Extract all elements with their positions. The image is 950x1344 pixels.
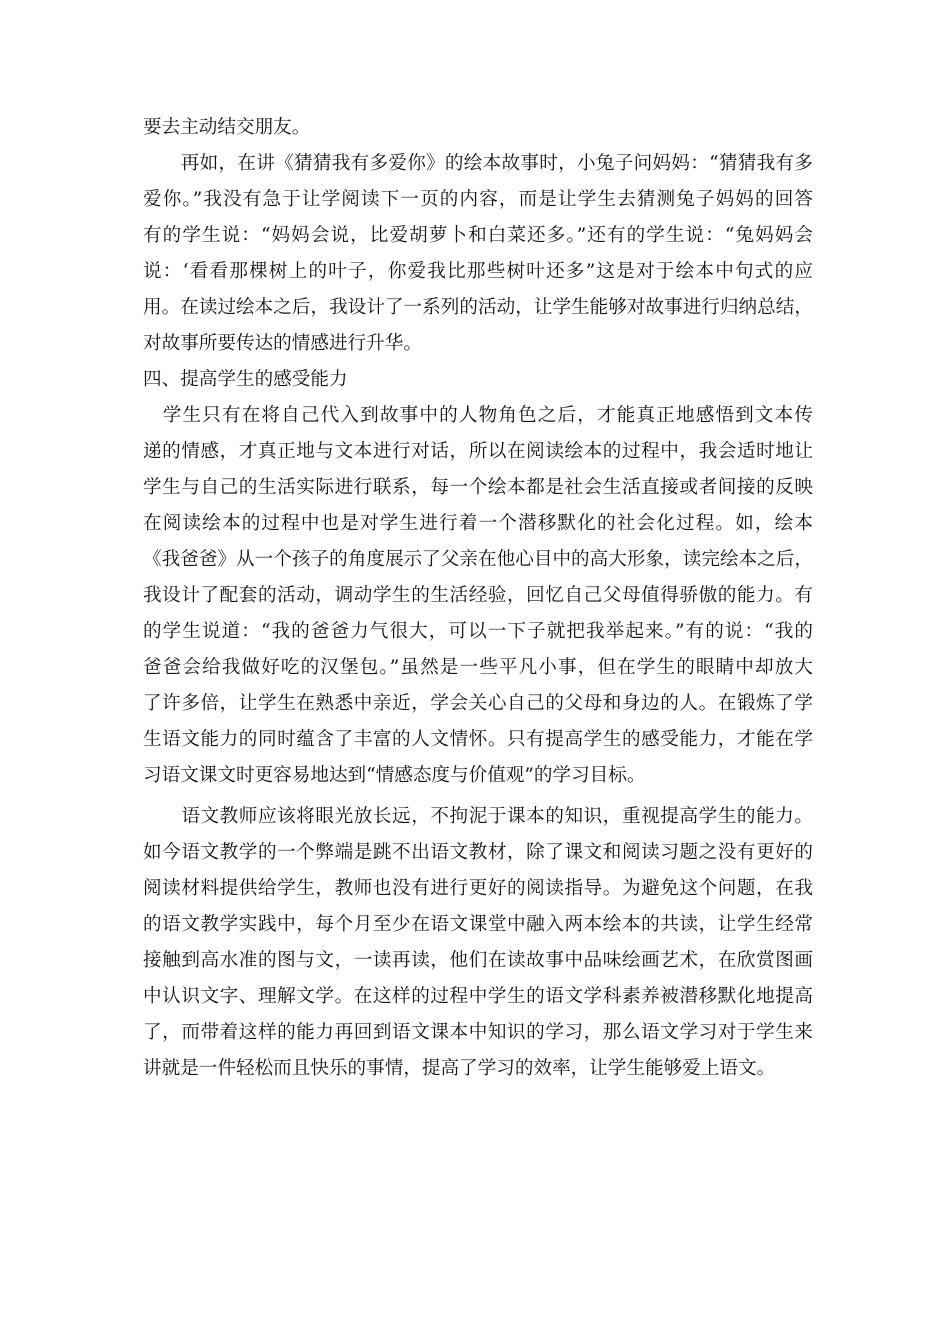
text-line: 的语文教学实践中，每个月至少在语文课堂中融入两本绘本的共读，让学生经常: [143, 914, 813, 935]
text-line: 接触到高水准的图与文，一读再读，他们在读故事中品味绘画艺术，在欣赏图画: [143, 950, 813, 971]
text-line: 再如，在讲《猜猜我有多爱你》的绘本故事时，小兔子问妈妈：“猜猜我有多: [143, 153, 813, 174]
text-line: 《我爸爸》从一个孩子的角度展示了父亲在他心目中的高大形象，读完绘本之后，: [143, 549, 813, 570]
text-line: 学生与自己的生活实际进行联系，每一个绘本都是社会生活直接或者间接的反映: [143, 477, 813, 498]
text-line: 生语文能力的同时蕴含了丰富的人文情怀。只有提高学生的感受能力，才能在学: [143, 729, 813, 750]
text-line: 有的学生说：“妈妈会说，比爱胡萝卜和白菜还多。”还有的学生说：“兔妈妈会: [143, 225, 813, 246]
text-line: 我设计了配套的活动，调动学生的生活经验，回忆自己父母值得骄傲的能力。有: [143, 585, 813, 606]
text-line: 了许多倍，让学生在熟悉中亲近，学会关心自己的父母和身边的人。在锻炼了学: [143, 693, 813, 714]
text-line: 习语文课文时更容易地达到“情感态度与价值观”的学习目标。: [143, 765, 646, 786]
text-line: 对故事所要传达的情感进行升华。: [143, 333, 422, 354]
text-line: 的学生说道：“我的爸爸力气很大，可以一下子就把我举起来。”有的说：“我的: [143, 621, 813, 642]
text-line: 要去主动结交朋友。: [143, 117, 311, 138]
section-heading: 四、提高学生的感受能力: [143, 369, 348, 390]
text-line: 爸爸会给我做好吃的汉堡包。”虽然是一些平凡小事，但在学生的眼睛中却放大: [143, 657, 813, 678]
text-line: 说：‘看看那棵树上的叶子，你爱我比那些树叶还多”这是对于绘本中句式的应: [143, 261, 813, 282]
text-line: 用。在读过绘本之后，我设计了一系列的活动，让学生能够对故事进行归纳总结，: [143, 297, 813, 318]
text-line: 讲就是一件轻松而且快乐的事情，提高了学习的效率，让学生能够爱上语文。: [143, 1058, 776, 1079]
text-line: 递的情感，才真正地与文本进行对话，所以在阅读绘本的过程中，我会适时地让: [143, 441, 813, 462]
text-line: 如今语文教学的一个弊端是跳不出语文教材，除了课文和阅读习题之没有更好的: [143, 842, 813, 863]
text-line: 在阅读绘本的过程中也是对学生进行着一个潜移默化的社会化过程。如，绘本: [143, 513, 813, 534]
text-line: 阅读材料提供给学生，教师也没有进行更好的阅读指导。为避免这个问题，在我: [143, 878, 813, 899]
text-line: 学生只有在将自己代入到故事中的人物角色之后，才能真正地感悟到文本传: [143, 405, 813, 426]
text-line: 爱你。”我没有急于让学阅读下一页的内容，而是让学生去猜测兔子妈妈的回答: [143, 189, 813, 210]
text-line: 语文教师应该将眼光放长远，不拘泥于课本的知识，重视提高学生的能力。: [143, 806, 813, 827]
text-line: 中认识文字、理解文学。在这样的过程中学生的语文学科素养被潜移默化地提高: [143, 986, 813, 1007]
text-line: 了，而带着这样的能力再回到语文课本中知识的学习，那么语文学习对于学生来: [143, 1022, 813, 1043]
